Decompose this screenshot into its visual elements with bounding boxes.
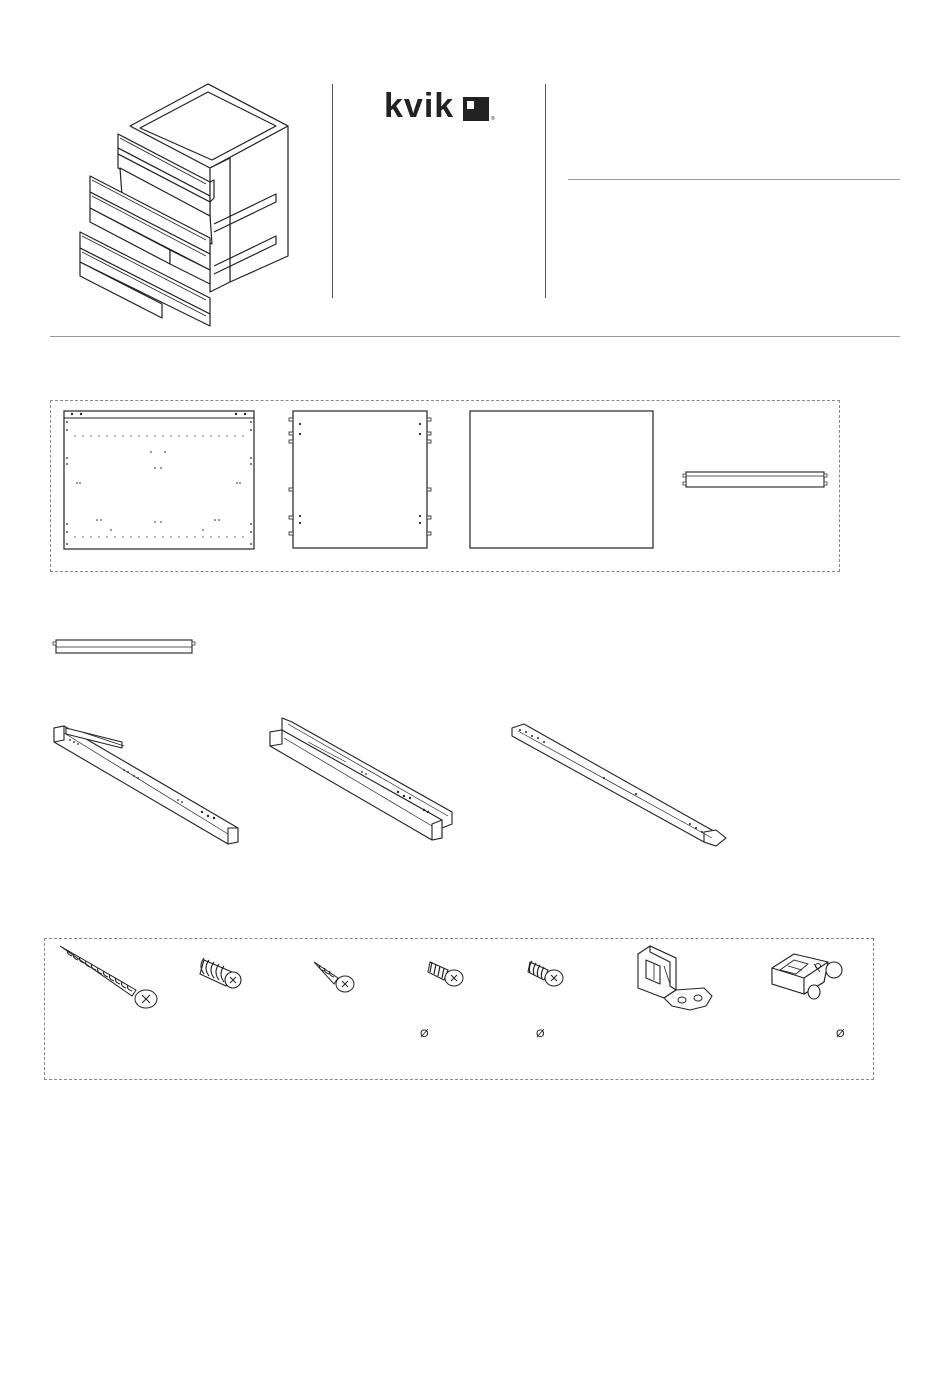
brand-name: kvik <box>384 87 455 125</box>
angle-bracket-icon <box>636 944 716 1016</box>
header-divider-right <box>545 84 546 298</box>
title-rule <box>568 179 900 180</box>
cam-bolt-diameter-label: Ø <box>420 1028 429 1040</box>
drawer-runner-left-drawing <box>52 724 244 848</box>
rail-drawing-2 <box>52 638 198 658</box>
euro-screw-icon <box>526 958 566 990</box>
mounting-bar-drawing <box>508 720 730 854</box>
wood-screw-short-icon <box>312 960 356 996</box>
rail-drawing-1 <box>682 470 828 490</box>
wood-screw-long-icon <box>58 944 160 1012</box>
brand-square-icon <box>463 97 489 121</box>
bottom-panel-drawing <box>287 410 433 550</box>
header-divider-left <box>332 84 333 298</box>
cam-connector-diameter-label: Ø <box>836 1028 845 1040</box>
euro-screw-diameter-label: Ø <box>536 1028 545 1040</box>
dowel-plug-icon <box>198 952 246 994</box>
side-panel-drawing <box>63 410 255 550</box>
drawer-runner-right-drawing <box>268 716 458 842</box>
cam-bolt-icon <box>426 958 466 990</box>
cabinet-illustration <box>80 78 292 326</box>
registered-mark: ® <box>491 116 495 122</box>
cam-connector-icon <box>768 948 848 1002</box>
back-panel-drawing <box>469 410 655 550</box>
header-separator <box>50 336 900 337</box>
